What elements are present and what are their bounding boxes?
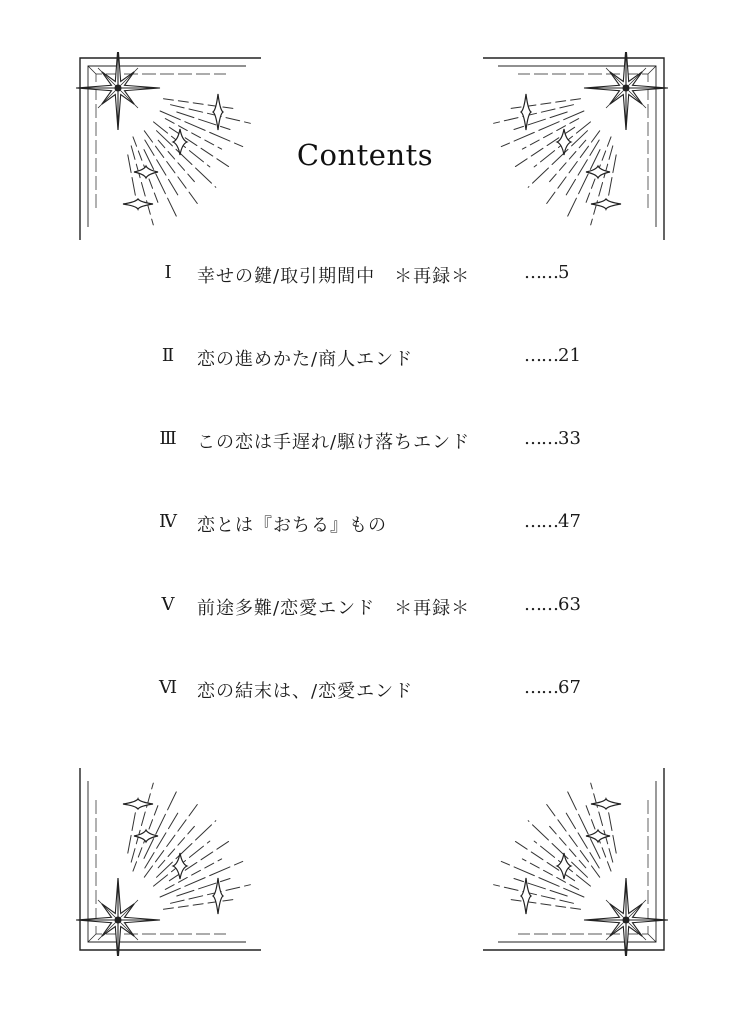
corner-ornament-bottom-left	[76, 766, 266, 956]
chapter-title: 前途多難/恋愛エンド ＊再録＊	[197, 598, 471, 619]
page-number: 21	[558, 345, 581, 366]
dot-leader: ……	[524, 594, 558, 615]
toc-row-5[interactable]	[0, 586, 730, 626]
toc-row-3[interactable]	[0, 420, 730, 460]
page-ref	[524, 262, 569, 283]
chapter-numeral: Ⅱ	[161, 345, 175, 366]
toc-row-4[interactable]	[0, 503, 730, 543]
chapter-numeral: Ⅳ	[159, 511, 177, 532]
page-ref	[524, 511, 581, 532]
toc-row-2[interactable]	[0, 337, 730, 377]
chapter-title: 恋の結末は、/恋愛エンド	[197, 681, 414, 702]
chapter-numeral: Ⅴ	[161, 594, 175, 615]
page-number: 33	[558, 428, 581, 449]
corner-ornament-bottom-right	[478, 766, 668, 956]
page-number: 67	[558, 677, 581, 698]
page-ref	[524, 428, 581, 449]
ornament-svg	[76, 766, 266, 956]
toc-row-6[interactable]	[0, 669, 730, 709]
page-ref	[524, 345, 581, 366]
toc-row-1[interactable]	[0, 254, 730, 294]
dot-leader: ……	[524, 511, 558, 532]
page-ref	[524, 594, 581, 615]
dot-leader: ……	[524, 345, 558, 366]
ornament-svg	[478, 766, 668, 956]
dot-leader: ……	[524, 677, 558, 698]
page-number: 5	[558, 262, 570, 283]
chapter-numeral: Ⅰ	[164, 262, 172, 283]
page-number: 47	[558, 511, 581, 532]
chapter-title: 恋とは『おちる』もの	[197, 515, 387, 536]
dot-leader: ……	[524, 262, 558, 283]
chapter-numeral: Ⅵ	[158, 677, 178, 698]
page-title: Contents	[296, 138, 434, 172]
dot-leader: ……	[524, 428, 558, 449]
chapter-numeral: Ⅲ	[159, 428, 177, 449]
page-number: 63	[558, 594, 581, 615]
chapter-title: 恋の進めかた/商人エンド	[197, 349, 414, 370]
page-ref	[524, 677, 581, 698]
chapter-title: 幸せの鍵/取引期間中 ＊再録＊	[197, 266, 471, 287]
chapter-title: この恋は手遅れ/駆け落ちエンド	[197, 432, 471, 453]
